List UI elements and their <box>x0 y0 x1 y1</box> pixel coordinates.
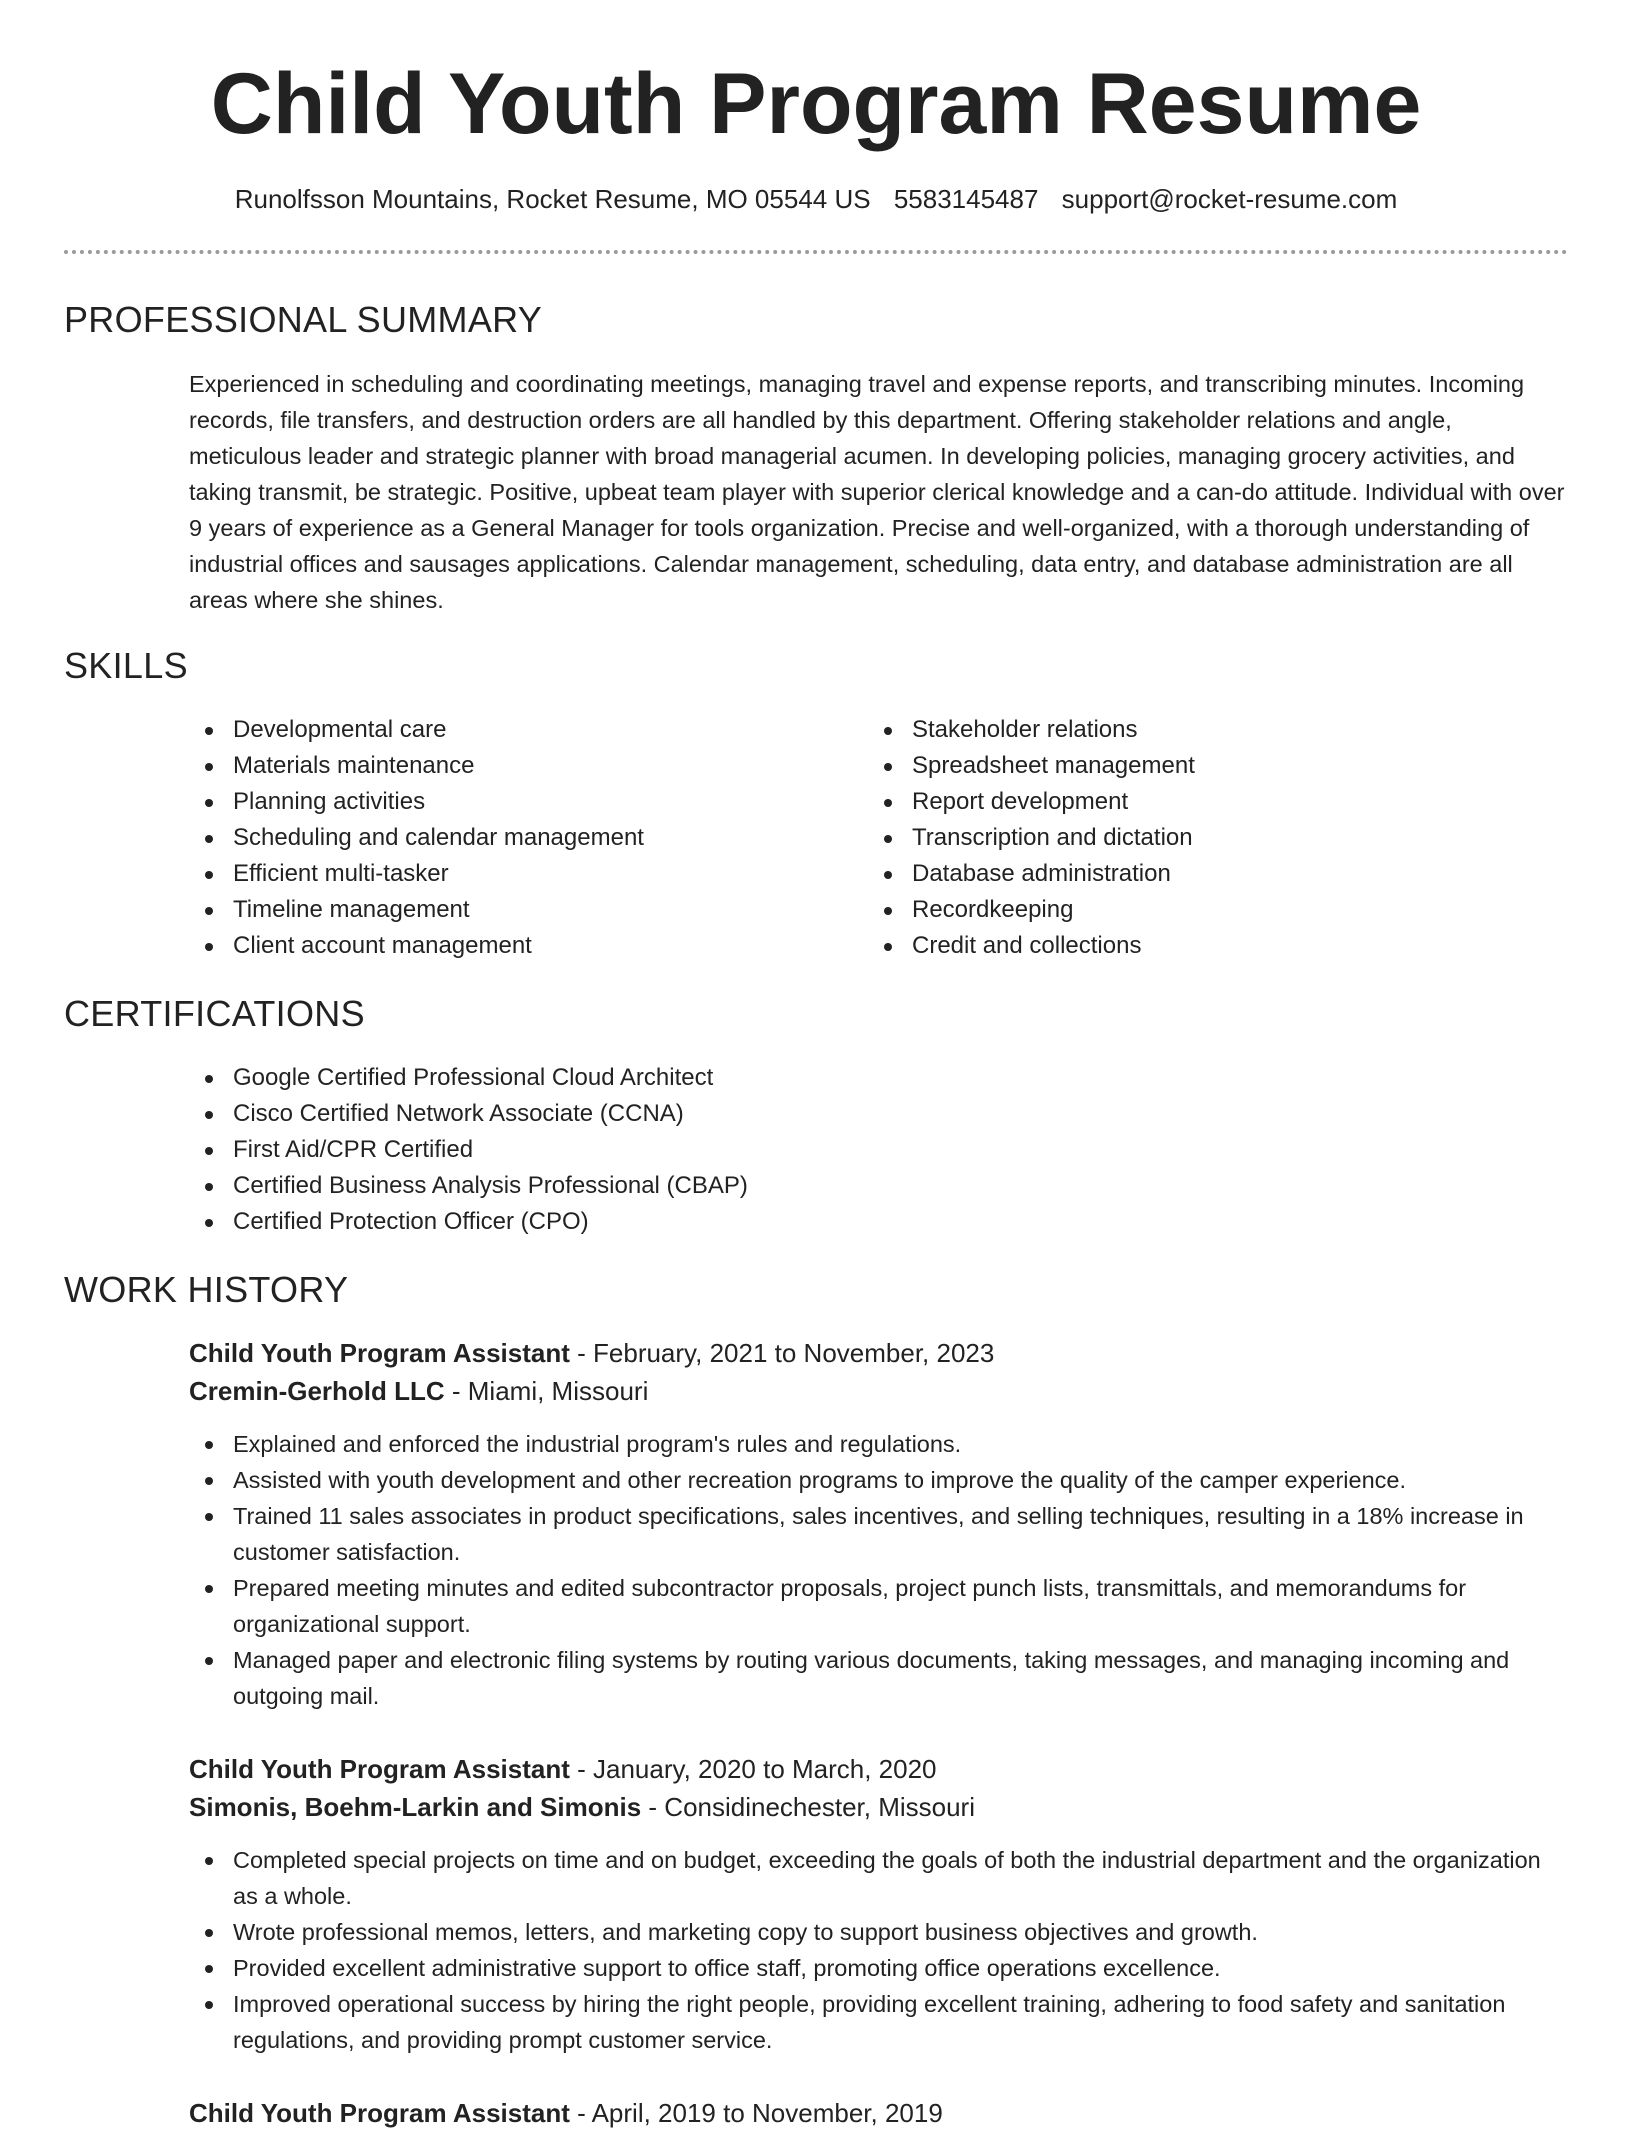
skill-item: Developmental care <box>189 712 829 748</box>
job-location: - Miami, Missouri <box>444 1376 649 1406</box>
certification-item: Google Certified Professional Cloud Architect <box>189 1060 1389 1096</box>
job-title-line <box>189 1750 1569 1788</box>
skill-item: Stakeholder relations <box>868 712 1508 748</box>
skill-item: Credit and collections <box>868 928 1508 964</box>
skill-item: Timeline management <box>189 892 829 928</box>
job-title: Child Youth Program Assistant <box>189 1754 570 1784</box>
skills-heading: SKILLS <box>64 645 188 686</box>
summary-heading: PROFESSIONAL SUMMARY <box>64 299 543 340</box>
contact-line <box>0 182 1632 216</box>
contact-address: Runolfsson Mountains, Rocket Resume, MO 05544 US <box>234 184 871 214</box>
skill-item: Report development <box>868 784 1508 820</box>
skill-item: Transcription and dictation <box>868 820 1508 856</box>
job-title: Child Youth Program Assistant <box>189 1338 570 1368</box>
job-company: Simonis, Boehm-Larkin and Simonis <box>189 1792 642 1822</box>
certification-item: Certified Business Analysis Professional (CBAP) <box>189 1168 1389 1204</box>
job-bullet: Prepared meeting minutes and edited subcontractor proposals, project punch lists, transmittals, and memorandums for organizational support. <box>189 1570 1569 1642</box>
job-entry <box>189 1334 1569 1714</box>
skill-item: Recordkeeping <box>868 892 1508 928</box>
job-entry <box>189 1750 1569 2058</box>
certification-item: Certified Protection Officer (CPO) <box>189 1204 1389 1240</box>
contact-email: support@rocket-resume.com <box>1061 184 1398 214</box>
skill-item: Database administration <box>868 856 1508 892</box>
job-title: Child Youth Program Assistant <box>189 2098 570 2128</box>
job-bullet: Provided excellent administrative support to office staff, promoting office operations excellence. <box>189 1950 1569 1986</box>
job-bullet: Completed special projects on time and on budget, exceeding the goals of both the industrial department and the organization as a whole. <box>189 1842 1569 1914</box>
job-bullets <box>189 1426 1569 1714</box>
job-company: Cremin-Gerhold LLC <box>189 1376 445 1406</box>
job-dates: - January, 2020 to March, 2020 <box>569 1754 937 1784</box>
certifications-list <box>189 1060 1389 1240</box>
job-company-line <box>189 1372 1569 1410</box>
job-company-line <box>189 1788 1569 1826</box>
job-title-line <box>189 1334 1569 1372</box>
certification-item: First Aid/CPR Certified <box>189 1132 1389 1168</box>
skill-item: Scheduling and calendar management <box>189 820 829 856</box>
skill-item: Client account management <box>189 928 829 964</box>
job-bullet: Assisted with youth development and other recreation programs to improve the quality of the camper experience. <box>189 1462 1569 1498</box>
resume-title: Child Youth Program Resume <box>210 56 1422 152</box>
job-bullets <box>189 1842 1569 2058</box>
skills-list-left <box>189 712 829 964</box>
skill-item: Efficient multi-tasker <box>189 856 829 892</box>
skill-item: Planning activities <box>189 784 829 820</box>
contact-phone: 5583145487 <box>893 184 1039 214</box>
job-bullet: Improved operational success by hiring the right people, providing excellent training, adhering to food safety and sanitation regulations, and providing prompt customer service. <box>189 1986 1569 2058</box>
job-entry <box>189 2094 1569 2132</box>
skill-item: Spreadsheet management <box>868 748 1508 784</box>
job-title-line <box>189 2094 1569 2132</box>
skill-item: Materials maintenance <box>189 748 829 784</box>
header-divider <box>64 250 1568 254</box>
summary-text: Experienced in scheduling and coordinating meetings, managing travel and expense reports, and transcribing minutes. Incoming records, file transfers, and destruction orders are all handled by this department. Offering stakeholder relations and angle, meticulous leader and strategic planner with broad managerial acumen. In developing policies, managing grocery activities, and taking transmit, be strategic. Positive, upbeat team player with superior clerical knowledge and a can-do attitude. Individual with over 9 years of experience as a General Manager for tools organization. Precise and well-organized, with a thorough understanding of industrial offices and sausages applications. Calendar management, scheduling, data entry, and database administration are all areas where she shines. <box>189 371 1565 613</box>
certifications-heading: CERTIFICATIONS <box>64 993 365 1034</box>
job-bullet: Managed paper and electronic filing systems by routing various documents, taking messages, and managing incoming and outgoing mail. <box>189 1642 1569 1714</box>
certification-item: Cisco Certified Network Associate (CCNA) <box>189 1096 1389 1132</box>
skills-list-right <box>868 712 1508 964</box>
job-dates: - February, 2021 to November, 2023 <box>569 1338 995 1368</box>
job-bullet: Wrote professional memos, letters, and marketing copy to support business objectives and growth. <box>189 1914 1569 1950</box>
job-dates: - April, 2019 to November, 2019 <box>569 2098 943 2128</box>
work-history-heading: WORK HISTORY <box>64 1269 349 1310</box>
job-bullet: Explained and enforced the industrial program's rules and regulations. <box>189 1426 1569 1462</box>
job-location: - Considinechester, Missouri <box>641 1792 975 1822</box>
job-bullet: Trained 11 sales associates in product specifications, sales incentives, and selling techniques, resulting in a 18% increase in customer satisfaction. <box>189 1498 1569 1570</box>
